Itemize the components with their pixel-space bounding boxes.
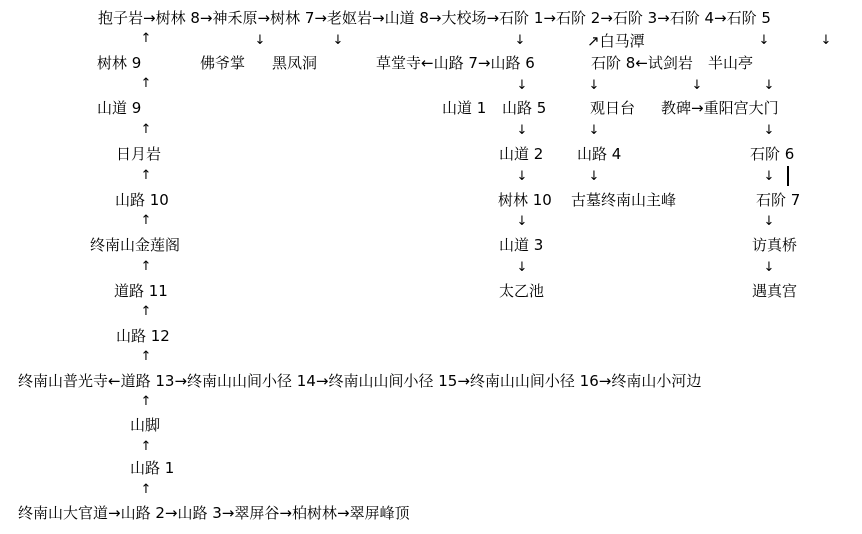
arrow-down-icon: ↓ [588,123,600,138]
connector-line [787,166,789,186]
map-node: 山路 2 [120,504,165,522]
arrow-down-icon: ↓ [516,78,528,93]
map-node: 石阶 7 [756,191,801,209]
map-node: 抱子岩 [98,9,144,27]
arrow-right-icon: → [174,372,188,390]
map-node: 观日台 [590,99,636,117]
map-node: 山路 3 [177,504,222,522]
arrow-up-icon: ↑ [140,76,152,91]
arrow-down-icon: ↓ [516,260,528,275]
map-node: 树林 7 [270,9,315,27]
arrow-left-icon: ← [635,54,648,72]
map-node: 石阶 5 [726,9,771,27]
arrow-up-icon: ↑ [140,439,152,454]
arrow-right-icon: → [457,372,470,390]
map-node-caotangsi: 草堂寺 [376,54,422,72]
route-row-bottom [18,503,410,523]
map-node [661,98,779,118]
map-node: 山脚 [130,416,161,434]
map-node: 石阶 3 [612,9,658,27]
arrow-up-icon: ↑ [140,213,152,228]
arrow-diagonal-icon: ↗ [587,32,600,50]
map-node: 山路 1 [130,459,175,477]
arrow-up-icon: ↑ [140,122,152,137]
map-node: 终南山小河边 [611,372,702,390]
map-node: 石阶 6 [750,145,795,163]
map-node: 翠屏谷 [234,504,280,522]
map-node-shanlu6: 山路 6 [490,54,535,72]
map-node: 山路 5 [502,99,547,117]
map-node: 山道 2 [499,145,544,163]
map-node-baimatan: 白马潭 [599,32,645,50]
arrow-down-icon: ↓ [516,169,528,184]
arrow-left-icon: ← [108,372,121,390]
arrow-up-icon: ↑ [140,394,152,409]
arrow-down-icon: ↓ [588,169,600,184]
map-node: 山路 12 [116,327,170,345]
arrow-right-icon: → [279,504,292,522]
arrow-right-icon: → [108,504,121,522]
arrow-up-icon: ↑ [140,168,152,183]
arrow-right-icon: → [257,9,271,27]
map-node: 佛爷掌 [200,54,246,72]
arrow-down-icon: ↓ [763,123,775,138]
arrow-down-icon: ↓ [516,214,528,229]
arrow-right-icon: → [600,9,613,27]
map-node: 山道 1 [442,99,487,117]
arrow-down-icon: ↓ [254,33,266,48]
map-node: 老妪岩 [326,9,372,27]
map-node: 日月岩 [116,145,162,163]
map-node: 翠屏峰顶 [349,504,410,522]
map-node: 道路 11 [114,282,168,300]
arrow-right-icon: → [199,9,213,27]
map-node: 树林 9 [97,54,142,72]
map-node: 山道 3 [499,236,544,254]
map-node-shanlu7: 山路 7 [433,54,478,72]
map-node: 石阶 4 [669,9,715,27]
map-node: 终南山大官道 [18,504,109,522]
map-node: 山路 10 [115,191,169,209]
map-node-shijie8: 石阶 8 [591,54,636,72]
arrow-right-icon: → [221,504,235,522]
arrow-right-icon: → [164,504,178,522]
arrow-up-icon: ↑ [140,349,152,364]
map-node: 石阶 2 [555,9,601,27]
arrow-right-icon: → [143,9,156,27]
arrow-right-icon: → [714,9,727,27]
arrow-right-icon: → [371,9,385,27]
map-node [587,31,645,51]
arrow-down-icon: ↓ [691,78,703,93]
arrow-up-icon: ↑ [140,482,152,497]
route-row-top [98,8,771,28]
map-node: 太乙池 [499,282,545,300]
map-node-chongyanggong: 重阳宫大门 [703,99,779,117]
map-node: 山路 4 [577,145,622,163]
map-node: 树林 10 [498,191,552,209]
arrow-down-icon: ↓ [820,33,832,48]
arrow-down-icon: ↓ [763,78,775,93]
map-node: 终南山金莲阁 [90,236,181,254]
arrow-down-icon: ↓ [758,33,770,48]
arrow-up-icon: ↑ [140,31,152,46]
map-node: 黑凤洞 [272,54,318,72]
map-node: 柏树林 [291,504,337,522]
map-node-jiaobei: 教碑 [661,99,692,117]
map-node: 道路 13 [120,372,175,390]
map-node: 终南山山间小径 15 [328,372,458,390]
arrow-down-icon: ↓ [763,169,775,184]
arrow-right-icon: → [486,9,500,27]
map-node: 石阶 1 [499,9,544,27]
arrow-down-icon: ↓ [763,214,775,229]
arrow-up-icon: ↑ [140,259,152,274]
arrow-left-icon: ← [421,54,434,72]
arrow-right-icon: → [428,9,442,27]
arrow-down-icon: ↓ [332,33,344,48]
arrow-down-icon: ↓ [514,33,526,48]
arrow-right-icon: → [477,54,491,72]
arrow-right-icon: → [543,9,556,27]
arrow-down-icon: ↓ [516,123,528,138]
map-node: 树林 8 [155,9,200,27]
map-node [591,53,693,73]
map-node: 终南山普光寺 [18,372,109,390]
arrow-right-icon: → [315,372,329,390]
arrow-right-icon: → [691,99,704,117]
map-node: 终南山山间小径 16 [469,372,599,390]
map-node [376,53,535,73]
map-node: 终南山山间小径 14 [187,372,316,390]
map-node: 大校场 [441,9,487,27]
route-row-mid [18,371,701,391]
arrow-up-icon: ↑ [140,304,152,319]
arrow-right-icon: → [336,504,350,522]
arrow-down-icon: ↓ [588,78,600,93]
map-node: 山道 8 [384,9,429,27]
map-node: 遇真宫 [752,282,798,300]
map-node: 神禾原 [212,9,258,27]
arrow-right-icon: → [657,9,670,27]
arrow-down-icon: ↓ [763,260,775,275]
map-node: 访真桥 [752,236,798,254]
map-node: 半山亭 [708,54,754,72]
arrow-right-icon: → [314,9,327,27]
arrow-right-icon: → [598,372,612,390]
map-node-shijianyan: 试剑岩 [647,54,693,72]
map-node: 山道 9 [97,99,142,117]
map-node: 古墓终南山主峰 [571,191,677,209]
